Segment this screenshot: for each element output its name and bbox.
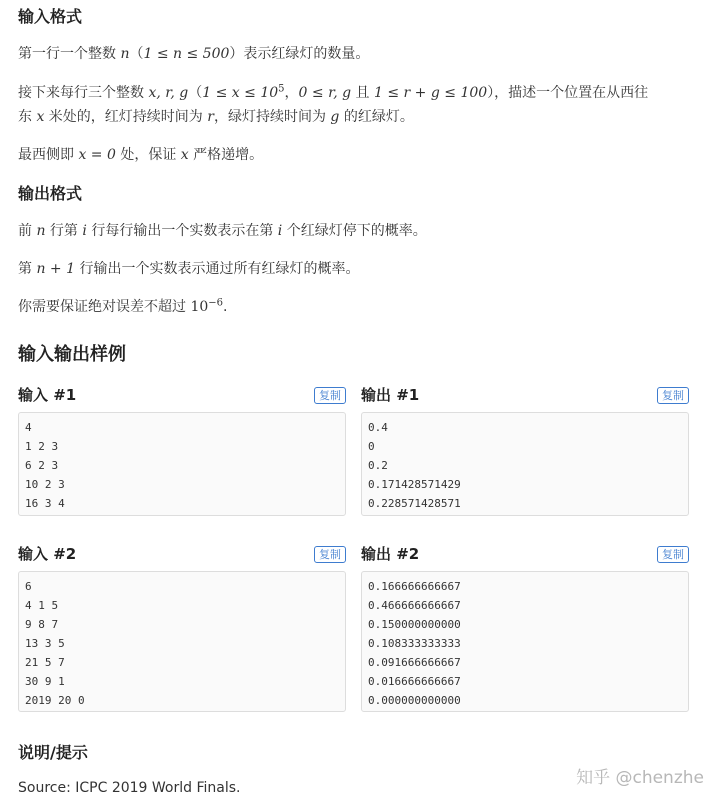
- copy-output-1-button[interactable]: 复制: [657, 387, 689, 404]
- hint-heading: 说明/提示: [18, 743, 88, 762]
- sample-input-2-title: 输入 #2: [18, 545, 77, 563]
- copy-input-2-button[interactable]: 复制: [314, 546, 346, 563]
- sample-input-2-code[interactable]: 6 4 1 5 9 8 7 13 3 5 21 5 7 30 9 1 2019 20 0: [18, 571, 346, 712]
- samples-heading: 输入输出样例: [18, 344, 126, 365]
- input-format-heading: 输入格式: [18, 7, 83, 26]
- sample-input-1: [18, 383, 346, 516]
- sample-input-1-code[interactable]: 4 1 2 3 6 2 3 10 2 3 16 3 4: [18, 412, 346, 516]
- input-format-line3: 最西侧即 x = 0 处，保证 x 严格递增。: [18, 147, 264, 163]
- input-format-line2: 接下来每行三个整数 x, r, $g(1 \le x \le 10^5$，0 ≤ r, g 且 1 ≤ r + g ≤ 100），描述一个位置在从西往 东 x 米处的，红灯持续时间为 r，绿灯持续时间为 g 的红绿灯。: [18, 83, 649, 125]
- input-format-line1: 第一行一个整数 n（1 ≤ n ≤ 500）表示红绿灯的数量。: [18, 46, 370, 62]
- sample-input-2: [18, 542, 346, 712]
- output-format-line1: 前 n 行第 i 行每行输出一个实数表示在第 i 个红绿灯停下的概率。: [18, 223, 427, 239]
- copy-output-2-button[interactable]: 复制: [657, 546, 689, 563]
- sample-output-1-title: 输出 #1: [361, 386, 420, 404]
- sample-pair-2: [18, 542, 702, 712]
- output-format-heading: 输出格式: [18, 184, 83, 203]
- hint-source: Source: ICPC 2019 World Finals.: [18, 780, 241, 796]
- sample-output-2-code[interactable]: 0.166666666667 0.466666666667 0.150000000000 0.108333333333 0.091666666667 0.016666666667 0.000000000000: [361, 571, 689, 712]
- sample-output-2-title: 输出 #2: [361, 545, 420, 563]
- sample-output-1-code[interactable]: 0.4 0 0.2 0.171428571429 0.228571428571: [361, 412, 689, 516]
- output-format-line2: 第 n + 1 行输出一个实数表示通过所有红绿灯的概率。: [18, 261, 360, 277]
- sample-pair-1: [18, 383, 702, 516]
- watermark: 知乎 @chenzhe: [576, 768, 704, 788]
- sample-input-1-title: 输入 #1: [18, 386, 77, 404]
- copy-input-1-button[interactable]: 复制: [314, 387, 346, 404]
- sample-output-2: [361, 542, 689, 712]
- output-format-line3: 你需要保证绝对误差不超过 $10^{-6}$.: [18, 297, 228, 315]
- sample-output-1: [361, 383, 689, 516]
